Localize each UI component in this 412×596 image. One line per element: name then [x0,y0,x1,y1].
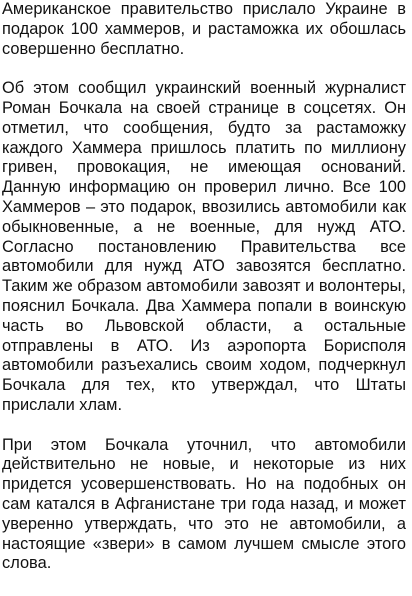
paragraph-details: Об этом сообщил украинский военный журналист Роман Бочкала на своей странице в соцсетях. Он отметил, что сообщения, будто за растаможку каждого Хаммера пришлось платить по миллиону гривен, провокация, не имеющая оснований. Данную информацию он проверил лично. Все 100 Хаммеров – это подарок, ввозились автомобили как обыкновенные, а не военные, для нужд АТО. Согласно постановлению Правительства все автомобили для нужд АТО завозятся бесплатно. Таким же образом автомобили завозят и волонтеры, пояснил Бочкала. Два Хаммера попали в воинскую часть во Львовской области, а остальные отправлены в АТО. Из аэропорта Борисполя автомобили разъехались своим ходом, подчеркнул Бочкала для тех, кто утверждал, что Штаты прислали хлам. [2,79,406,414]
article-body [2,0,406,574]
paragraph-conclusion: При этом Бочкала уточнил, что автомобили действительно не новые, и некоторые из них придется усовершенствовать. Но на подобных он сам катался в Афганистане три года назад, и может уверенно утверждать, что это не автомобили, а настоящие «звери» в самом лучшем смысле этого слова. [2,435,406,573]
paragraph-intro: Американское правительство прислало Украине в подарок 100 хаммеров, и растаможка их обошлась совершенно бесплатно. [2,0,406,58]
